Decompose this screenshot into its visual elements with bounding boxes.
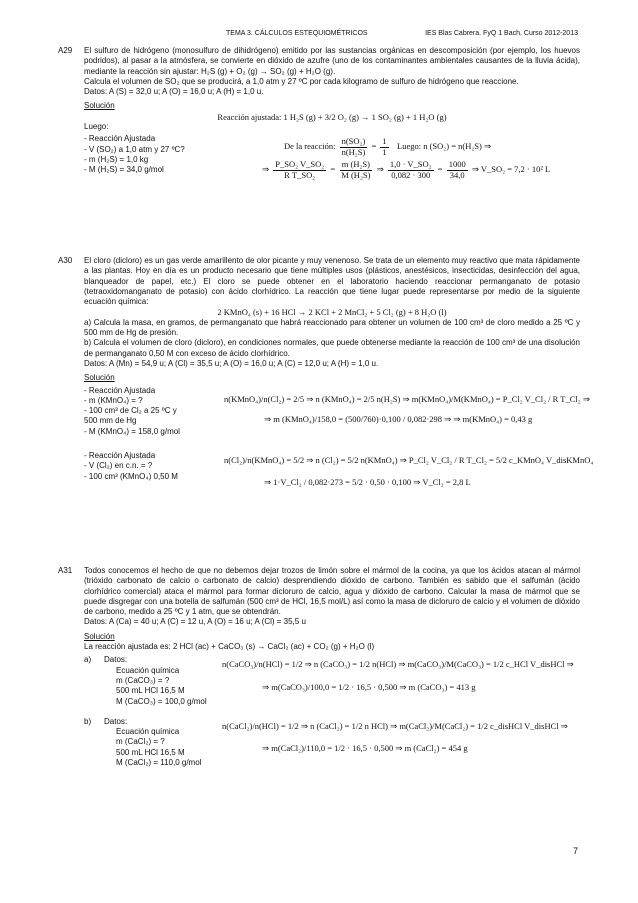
data-line: 500 mL HCl 16,5 M (116, 747, 185, 757)
data-line: Datos: (104, 655, 128, 665)
data-list (84, 451, 224, 491)
equation-line: n(Cl₂)/n(KMnO₄) = 5/2 ⇒ n (Cl₂) = 5/2 n(KMnO₄) ⇒ P_Cl₂ V_Cl₂ / R T_Cl₂ = 5/2 c_KMnO₄ V_disKMnO₄ (224, 455, 594, 466)
equation-block (222, 717, 580, 768)
problem-id: A31 (58, 566, 73, 575)
data-line: - M (H₂S) = 34,0 g/mol (84, 165, 164, 175)
problem-text: El cloro (dicloro) es un gas verde amarillento de olor picante y muy venenoso. Se trata de un elemento muy reactivo que mata rápidamente a las plantas. Hoy en día es un producto necesario que tiene múltiples usos (plásticos, anestésicos, insecticidas, desinfección del agua, blanqueador de papel, etc.) El cloro se puede obtener en el laboratorio haciendo reaccionar permanganato de potasio (tetraoxidomanganato de potasio) con ácido clorhídrico. La reacción que tiene lugar puede representarse por medio de la siguiente ecuación química: (84, 256, 580, 307)
problem-question: Calcula el volumen de SO₂ que se producirá, a 1,0 atm y 27 ºC por cada kilogramo de sulfuro de hidrógeno que reaccione. (84, 76, 519, 86)
header-right: IES Blas Cabrera. FyQ 1 Bach. Curso 2012-2013 (425, 30, 578, 37)
question-b: b) Calcula el volumen de cloro (dicloro), en condiciones normales, que puede obtenerse mediante la reacción de 100 cm³ de una disolución de permanganato 0,50 M con exceso de ácido clorhídrico. (84, 338, 580, 358)
eq-label: De la reacción: (284, 141, 336, 152)
data-line: 500 mm de Hg (84, 416, 137, 426)
data-list (84, 386, 224, 437)
luego-label: Luego: (84, 122, 109, 132)
data-line: Ecuación química (116, 727, 180, 737)
frac-den: 0,082 · 300 (391, 169, 431, 180)
equation-line: ⇒ 1·V_Cl₂ / 0,082·273 = 5/2 · 0,50 · 0,100 ⇒ V_Cl₂ = 2,8 L (264, 477, 471, 488)
equation-block (224, 386, 590, 437)
data-line: - m (KMnO₄) = ? (84, 395, 143, 405)
equation-block (222, 655, 580, 706)
equation-line: ⇒ m(CaCO₃)/100,0 = 1/2 · 16,5 · 0,500 ⇒ m (CaCO₃) = 413 g (262, 681, 476, 692)
reaction-equation: 2 KMnO₄ (s) + 16 HCl → 2 KCl + 2 MnCl₂ + 5 Cl₂ (g) + 8 H₂O (l) (217, 307, 447, 318)
data-line: - 100 cm³ (KMnO₄) 0,50 M (84, 471, 178, 481)
solution-heading: Solución (84, 631, 115, 641)
frac-num: 1,0 · V_SO₂ (389, 159, 432, 170)
part-b (84, 717, 580, 768)
data-line: M (CaCO₃) = 100,0 g/mol (116, 696, 207, 706)
equation-line: n(CaCO₃)/n(HCl) = 1/2 ⇒ n (CaCO₃) = 1/2 n(HCl) ⇒ m(CaCO₃)/M(CaCO₃) = 1/2 c_HCl V_disHCl ⇒ (222, 659, 574, 670)
problem-a29 (58, 46, 580, 183)
frac-den: 34,0 (449, 169, 465, 180)
data-list (84, 134, 234, 183)
equation-line: ⇒ m (KMnO₄)/158,0 = (500/760)·0,100 / 0,082·298 ⇒ ⇒ m(KMnO₄) = 0,43 g (264, 413, 533, 424)
frac-num: 1 (382, 136, 387, 147)
equation-line: ⇒ m(CaCl₂)/110,0 = 1/2 · 16,5 · 0,500 ⇒ m (CaCl₂) = 454 g (262, 743, 468, 754)
problem-a31 (58, 566, 580, 768)
part-a (84, 655, 580, 706)
eq-tail: Luego: n (SO₂) = n(H₂S) ⇒ (397, 141, 492, 152)
data-list (104, 717, 222, 768)
equation-line: n(CaCl₂)/n(HCl) = 1/2 ⇒ n (CaCl₂) = 1/2 n HCl) ⇒ m(CaCl₂)/M(CaCl₂) = 1/2 c_disHCl V_disHCl ⇒ (222, 720, 568, 731)
frac-den: 1 (382, 146, 387, 157)
data-line: - Reacción Ajustada (84, 134, 156, 144)
balanced-reaction: Reacción ajustada: 1 H₂S (g) + 3/2 O₂ (g) → 1 SO₂ (g) + 1 H₂O (g) (217, 111, 447, 122)
part-label: b) (84, 716, 92, 726)
data-line: - m (H₂S) = 1,0 kg (84, 154, 149, 164)
data-line: - 100 cm³ de Cl₂ a 25 ºC y (84, 406, 177, 416)
data-line: Datos: (104, 716, 128, 726)
data-list (104, 655, 222, 706)
frac-num: m (H₂S) (341, 159, 370, 170)
equation-line: ⇒ $\frac{\text{P\_SO₂ V\_SO₂}}{\text{R T\_SO₂}}$ = $\frac{\text{m (H₂S)}}{\text{M (H₂S)}}$ ⇒ $\frac{\text{1,0 · V\_SO₂}}{0,082 \cdot 300}$ = $\frac{1000}{34,0}$ ⇒ V_SO₂ = 7,2 · 10² L (262, 159, 551, 180)
problem-datos: Datos: A (Ca) = 40 u; A (C) = 12 u, A (O) = 16 u; A (Cl) = 35,5 u (84, 617, 306, 627)
frac-den: M (H₂S) (341, 169, 371, 180)
frac-den: R T_SO₂ (284, 169, 316, 180)
data-line: M (CaCl₂) = 110,0 g/mol (116, 758, 202, 768)
balanced-reaction: La reacción ajustada es: 2 HCl (ac) + CaCO₃ (s) → CaCl₂ (ac) + CO₂ (g) + H₂O (l) (84, 642, 375, 652)
problem-text: El sulfuro de hidrógeno (monosulfuro de dihidrógeno) emitido por las sustancias orgánicas en descomposición (por ejemplo, los huevos podridos), al pasar a la atmósfera, se convierte en dióxido de azufre (uno de los contaminantes ambientales causantes de la lluvia ácida), mediante la reacción sin ajustar: H₂S (g) + O₂ (g) → SO₂ (g) + H₂O (g). (84, 46, 580, 76)
data-line: m (CaCl₂) = ? (116, 737, 165, 747)
problem-datos: Datos: A (Mn) = 54,9 u; A (Cl) = 35,5 u; A (O) = 16,0 u; A (C) = 12,0 u; A (H) = 1,0 u. (84, 358, 379, 368)
page-number: 7 (572, 846, 578, 856)
problem-id: A30 (58, 256, 73, 265)
solution-heading: Solución (84, 101, 115, 111)
question-a: a) Calcula la masa, en gramos, de permanganato que habrá reaccionado para obtener un volumen de 100 cm³ de cloro medido a 25 ºC y 500 mm de Hg de presión. (84, 317, 580, 338)
equation-line: n(KMnO₄)/n(Cl₂) = 2/5 ⇒ n (KMnO₄) = 2/5 n(H₂S) ⇒ m(KMnO₄)/M(KMnO₄) = P_Cl₂ V_Cl₂ / R T_Cl₂ ⇒ (224, 393, 590, 404)
header-left: TEMA 3. CÁLCULOS ESTEQUIOMÉTRICOS (226, 30, 368, 37)
data-line: 500 mL HCl 16,5 M (116, 686, 185, 696)
data-line: Ecuación química (116, 665, 180, 675)
problem-id: A29 (58, 46, 73, 55)
frac-num: P_SO₂ V_SO₂ (275, 159, 325, 170)
frac-den: n(H₂S) (341, 146, 366, 157)
problem-text: Todos conocemos el hecho de que no debemos dejar trozos de limón sobre el mármol de la cocina, ya que los ácidos atacan al mármol (trióxido carbonato de calcio o carbonato de calcio) desprendiendo dióxido de carbono. También es sabido que el salfumán (ácido clorhídrico comercial) ataca el mármol para formar dicloruro de calcio, agua y dióxido de carbono. Calcular la masa de mármol que se puede disgregar con una botella de salfumán (500 cm³ de HCl, 16,5 mol/L) así como la masa de dicloruro de calcio y el volumen de dióxido de carbono, medido a 25 ºC y 1 atm, que se obtendrán. (84, 566, 580, 617)
equation-line: De la reacción: $\frac{\text{n(SO₂)}}{\text{n(H₂S)}}$ = $\frac{1}{1}$ Luego: n (SO₂) = n(H₂S) ⇒ (284, 136, 492, 157)
equation-block (224, 451, 593, 491)
data-line: - V (SO₂) a 1,0 atm y 27 ºC? (84, 144, 185, 154)
problem-a30 (58, 256, 594, 491)
part-label: a) (84, 655, 92, 665)
frac-num: 1000 (448, 159, 466, 170)
data-line: - Reacción Ajustada (84, 451, 156, 461)
frac-num: n(SO₂) (341, 136, 366, 147)
data-line: - V (Cl₂) en c.n. = ? (84, 461, 153, 471)
result: V_SO₂ = 7,2 · 10² L (480, 164, 551, 175)
solution-heading: Solución (84, 373, 115, 383)
data-line: - Reacción Ajustada (84, 385, 156, 395)
data-line: - M (KMnO₄) = 158,0 g/mol (84, 426, 180, 436)
equation-block (234, 134, 580, 183)
data-line: m (CaCO₃) = ? (116, 675, 170, 685)
problem-datos: Datos: A (S) = 32,0 u; A (O) = 16,0 u; A (H) = 1,0 u. (84, 87, 264, 97)
